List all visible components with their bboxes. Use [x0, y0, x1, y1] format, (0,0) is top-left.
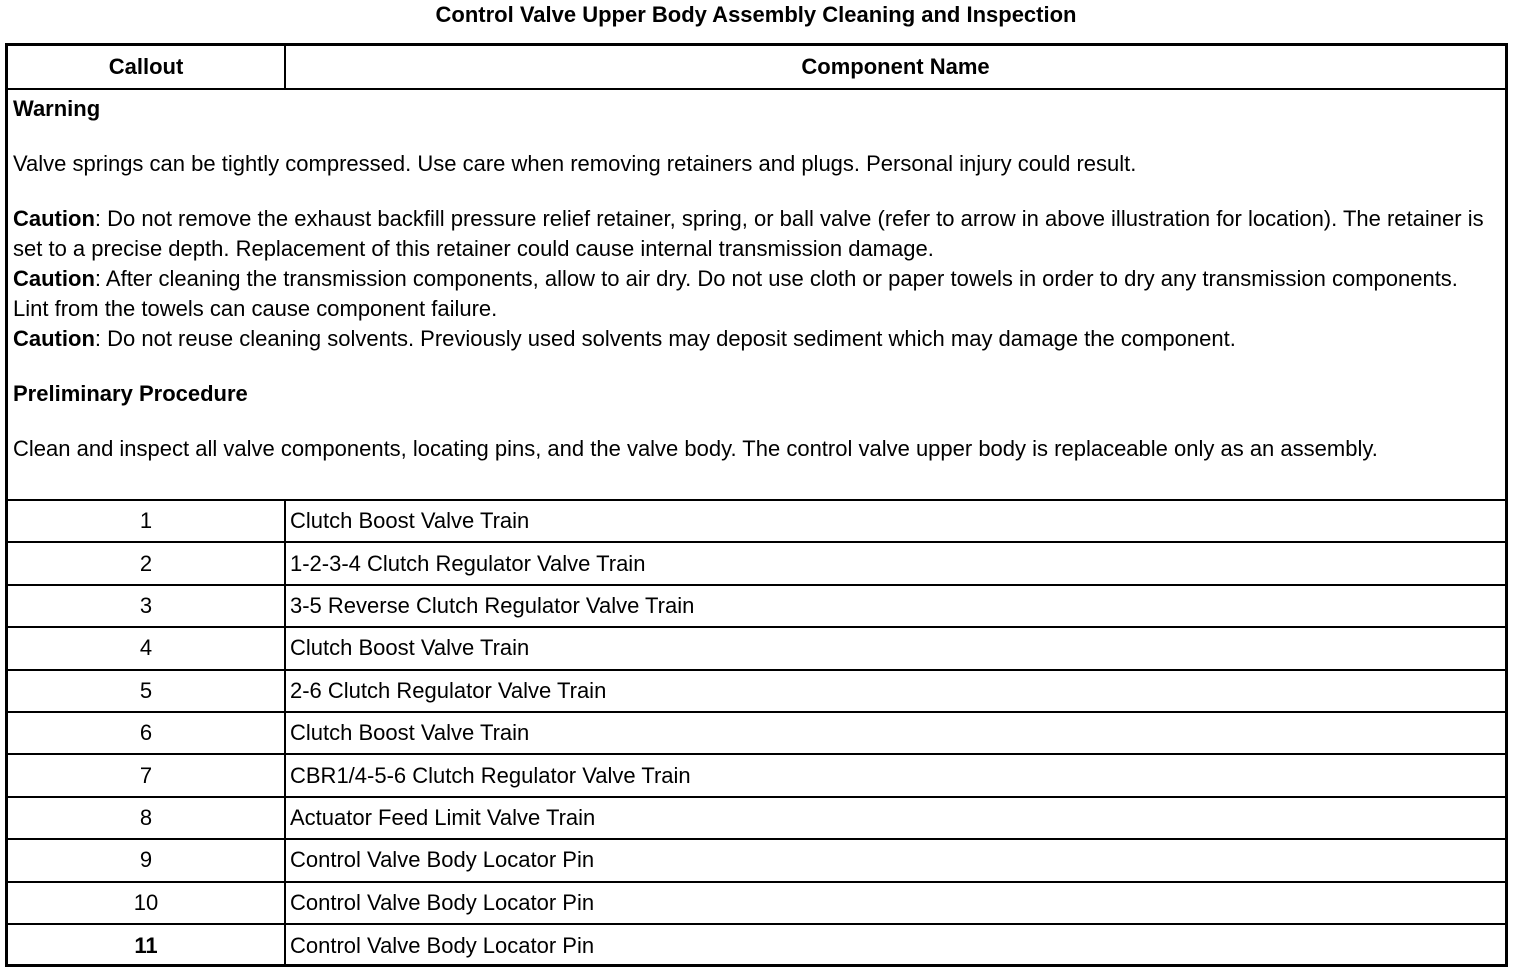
warning-heading: Warning	[13, 96, 101, 121]
component-table	[5, 43, 1508, 967]
component-name: Clutch Boost Valve Train	[290, 508, 530, 534]
component-name: Control Valve Body Locator Pin	[290, 933, 595, 959]
callout-number: 4	[8, 628, 286, 668]
table-row	[8, 755, 1505, 797]
callout-number: 8	[8, 798, 286, 838]
callout-number: 5	[8, 671, 286, 711]
callout-number: 10	[8, 883, 286, 923]
callout-number: 11	[8, 925, 286, 967]
table-header-row	[8, 46, 1505, 90]
procedure-heading: Preliminary Procedure	[13, 381, 248, 406]
component-name: Control Valve Body Locator Pin	[290, 847, 595, 873]
caution-2	[13, 264, 1499, 324]
warning-text: Valve springs can be tightly compressed. Use care when removing retainers and plugs. Personal injury could result.	[13, 151, 1137, 176]
callout-number: 1	[8, 501, 286, 541]
caution-3	[13, 324, 1499, 354]
header-callout: Callout	[8, 46, 286, 88]
component-name: Actuator Feed Limit Valve Train	[290, 804, 596, 830]
callout-number: 6	[8, 713, 286, 753]
table-row	[8, 671, 1505, 713]
procedure-text: Clean and inspect all valve components, locating pins, and the valve body. The control valve upper body is replaceable only as an assembly.	[13, 436, 1378, 461]
component-name: Clutch Boost Valve Train	[290, 635, 530, 661]
component-name: Clutch Boost Valve Train	[290, 720, 530, 746]
table-row	[8, 586, 1505, 628]
component-name: Control Valve Body Locator Pin	[290, 889, 595, 915]
component-name: 1-2-3-4 Clutch Regulator Valve Train	[290, 550, 646, 576]
callout-number: 9	[8, 840, 286, 880]
table-row	[8, 628, 1505, 670]
table-row	[8, 925, 1505, 967]
caution-label: Caution	[13, 326, 95, 351]
notes-section	[8, 90, 1505, 501]
component-name: CBR1/4-5-6 Clutch Regulator Valve Train	[290, 762, 691, 788]
table-row	[8, 883, 1505, 925]
table-row	[8, 713, 1505, 755]
caution-text: : After cleaning the transmission components, allow to air dry. Do not use cloth or paper towels in order to dry any transmission components. Lint from the towels can cause component failure.	[13, 266, 1458, 321]
caution-1	[13, 204, 1499, 264]
caution-text: : Do not remove the exhaust backfill pressure relief retainer, spring, or ball valve (refer to arrow in above illustration for location). The retainer is set to a precise depth. Replacement of this retainer could cause internal transmission damage.	[13, 206, 1484, 261]
table-row	[8, 501, 1505, 543]
table-row	[8, 798, 1505, 840]
header-component-name: Component Name	[801, 54, 990, 79]
component-name: 2-6 Clutch Regulator Valve Train	[290, 677, 607, 703]
callout-number: 2	[8, 543, 286, 583]
table-row	[8, 840, 1505, 882]
page-title: Control Valve Upper Body Assembly Cleaning and Inspection	[435, 2, 1077, 27]
callout-number: 3	[8, 586, 286, 626]
table-row	[8, 543, 1505, 585]
caution-text: : Do not reuse cleaning solvents. Previously used solvents may deposit sediment which may damage the component.	[94, 326, 1236, 351]
callout-number: 7	[8, 755, 286, 795]
caution-label: Caution	[13, 266, 95, 291]
caution-label: Caution	[13, 206, 95, 231]
component-name: 3-5 Reverse Clutch Regulator Valve Train	[290, 592, 695, 618]
